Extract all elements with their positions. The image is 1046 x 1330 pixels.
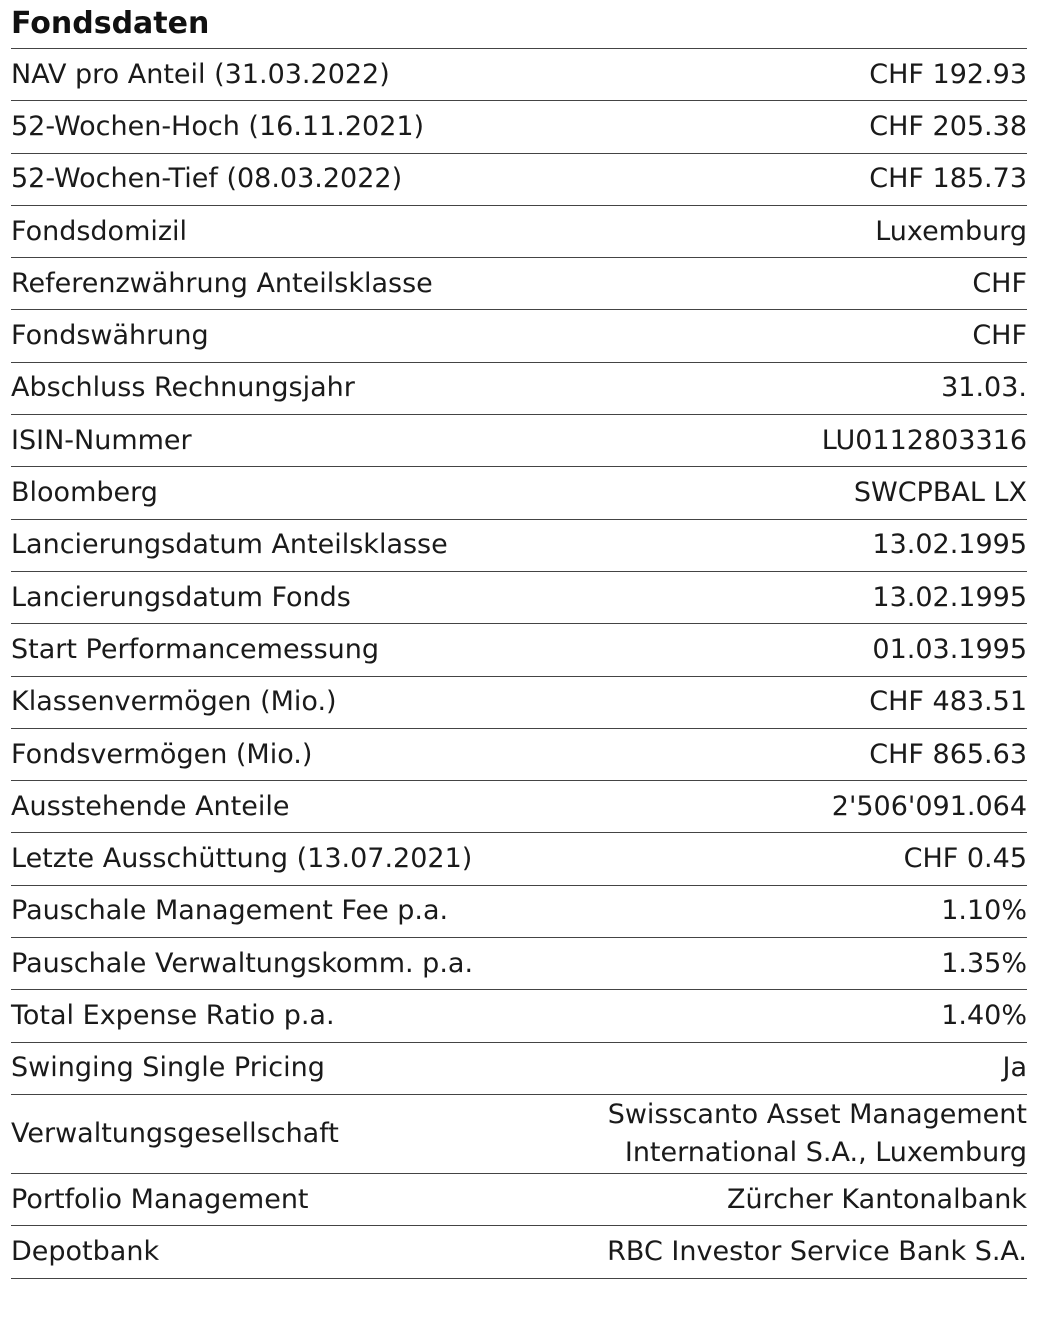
row-last-distribution — [11, 833, 1027, 885]
row-value: 1.40% — [941, 999, 1027, 1031]
row-value: SWCPBAL LX — [853, 477, 1027, 509]
row-label: Fondswährung — [11, 320, 209, 352]
row-label: Swinging Single Pricing — [11, 1052, 325, 1084]
row-value: 13.02.1995 — [872, 581, 1027, 613]
row-value: 01.03.1995 — [872, 633, 1027, 665]
row-label: Portfolio Management — [11, 1183, 309, 1215]
row-value-line: International S.A., Luxemburg — [624, 1136, 1027, 1168]
row-label: Pauschale Management Fee p.a. — [11, 895, 449, 927]
row-value: 1.35% — [941, 947, 1027, 979]
row-value — [339, 1096, 1027, 1172]
row-admin-commission — [11, 938, 1027, 990]
row-domicile — [11, 206, 1027, 258]
row-label: Start Performancemessung — [11, 633, 380, 665]
row-value: RBC Investor Service Bank S.A. — [607, 1235, 1027, 1267]
row-label: Lancierungsdatum Fonds — [11, 581, 351, 613]
row-ter — [11, 990, 1027, 1042]
row-label: Lancierungsdatum Anteilsklasse — [11, 529, 448, 561]
row-value: 13.02.1995 — [872, 529, 1027, 561]
row-value: Zürcher Kantonalbank — [727, 1183, 1027, 1215]
row-value: CHF 192.93 — [869, 58, 1027, 90]
row-52w-high — [11, 101, 1027, 153]
row-fund-currency — [11, 310, 1027, 362]
row-isin — [11, 415, 1027, 467]
row-management-company — [11, 1095, 1027, 1174]
row-custodian-bank — [11, 1226, 1027, 1278]
row-label: 52-Wochen-Hoch (16.11.2021) — [11, 110, 425, 142]
row-bloomberg — [11, 467, 1027, 519]
row-label: Referenzwährung Anteilsklasse — [11, 267, 433, 299]
row-label: Total Expense Ratio p.a. — [11, 999, 335, 1031]
row-value: 1.10% — [941, 895, 1027, 927]
row-swinging-pricing — [11, 1043, 1027, 1095]
row-class-launch — [11, 520, 1027, 572]
row-fund-launch — [11, 572, 1027, 624]
row-value: 2'506'091.064 — [831, 790, 1027, 822]
row-label: Abschluss Rechnungsjahr — [11, 372, 355, 404]
section-title: Fondsdaten — [11, 6, 210, 41]
row-outstanding-units — [11, 781, 1027, 833]
row-value: CHF 205.38 — [869, 110, 1027, 142]
row-label: NAV pro Anteil (31.03.2022) — [11, 58, 390, 90]
row-value: CHF 483.51 — [869, 686, 1027, 718]
row-value: 31.03. — [941, 372, 1027, 404]
row-label: 52-Wochen-Tief (08.03.2022) — [11, 163, 403, 195]
row-value: Ja — [1002, 1052, 1027, 1084]
row-label: Pauschale Verwaltungskomm. p.a. — [11, 947, 474, 979]
fund-data-table — [11, 48, 1027, 1279]
row-label: Ausstehende Anteile — [11, 790, 290, 822]
row-class-currency — [11, 258, 1027, 310]
row-label: Bloomberg — [11, 477, 158, 509]
row-class-assets — [11, 677, 1027, 729]
row-nav — [11, 49, 1027, 101]
row-label: Fondsvermögen (Mio.) — [11, 738, 313, 770]
row-value: Luxemburg — [875, 215, 1027, 247]
row-label: Fondsdomizil — [11, 215, 188, 247]
row-value: CHF — [972, 320, 1027, 352]
row-value: CHF — [972, 267, 1027, 299]
row-value: CHF 185.73 — [869, 163, 1027, 195]
row-label: Letzte Ausschüttung (13.07.2021) — [11, 843, 473, 875]
row-52w-low — [11, 154, 1027, 206]
row-value: CHF 865.63 — [869, 738, 1027, 770]
row-performance-start — [11, 624, 1027, 676]
row-value: LU0112803316 — [821, 424, 1027, 456]
row-management-fee — [11, 886, 1027, 938]
row-label: ISIN-Nummer — [11, 424, 192, 456]
row-value-line: Swisscanto Asset Management — [607, 1098, 1027, 1130]
row-label: Depotbank — [11, 1235, 160, 1267]
row-label: Klassenvermögen (Mio.) — [11, 686, 337, 718]
fund-data-sheet — [11, 0, 1027, 1279]
row-fiscal-year-end — [11, 363, 1027, 415]
row-label: Verwaltungsgesellschaft — [11, 1117, 339, 1149]
row-fund-assets — [11, 729, 1027, 781]
row-value: CHF 0.45 — [903, 843, 1027, 875]
row-portfolio-management — [11, 1174, 1027, 1226]
